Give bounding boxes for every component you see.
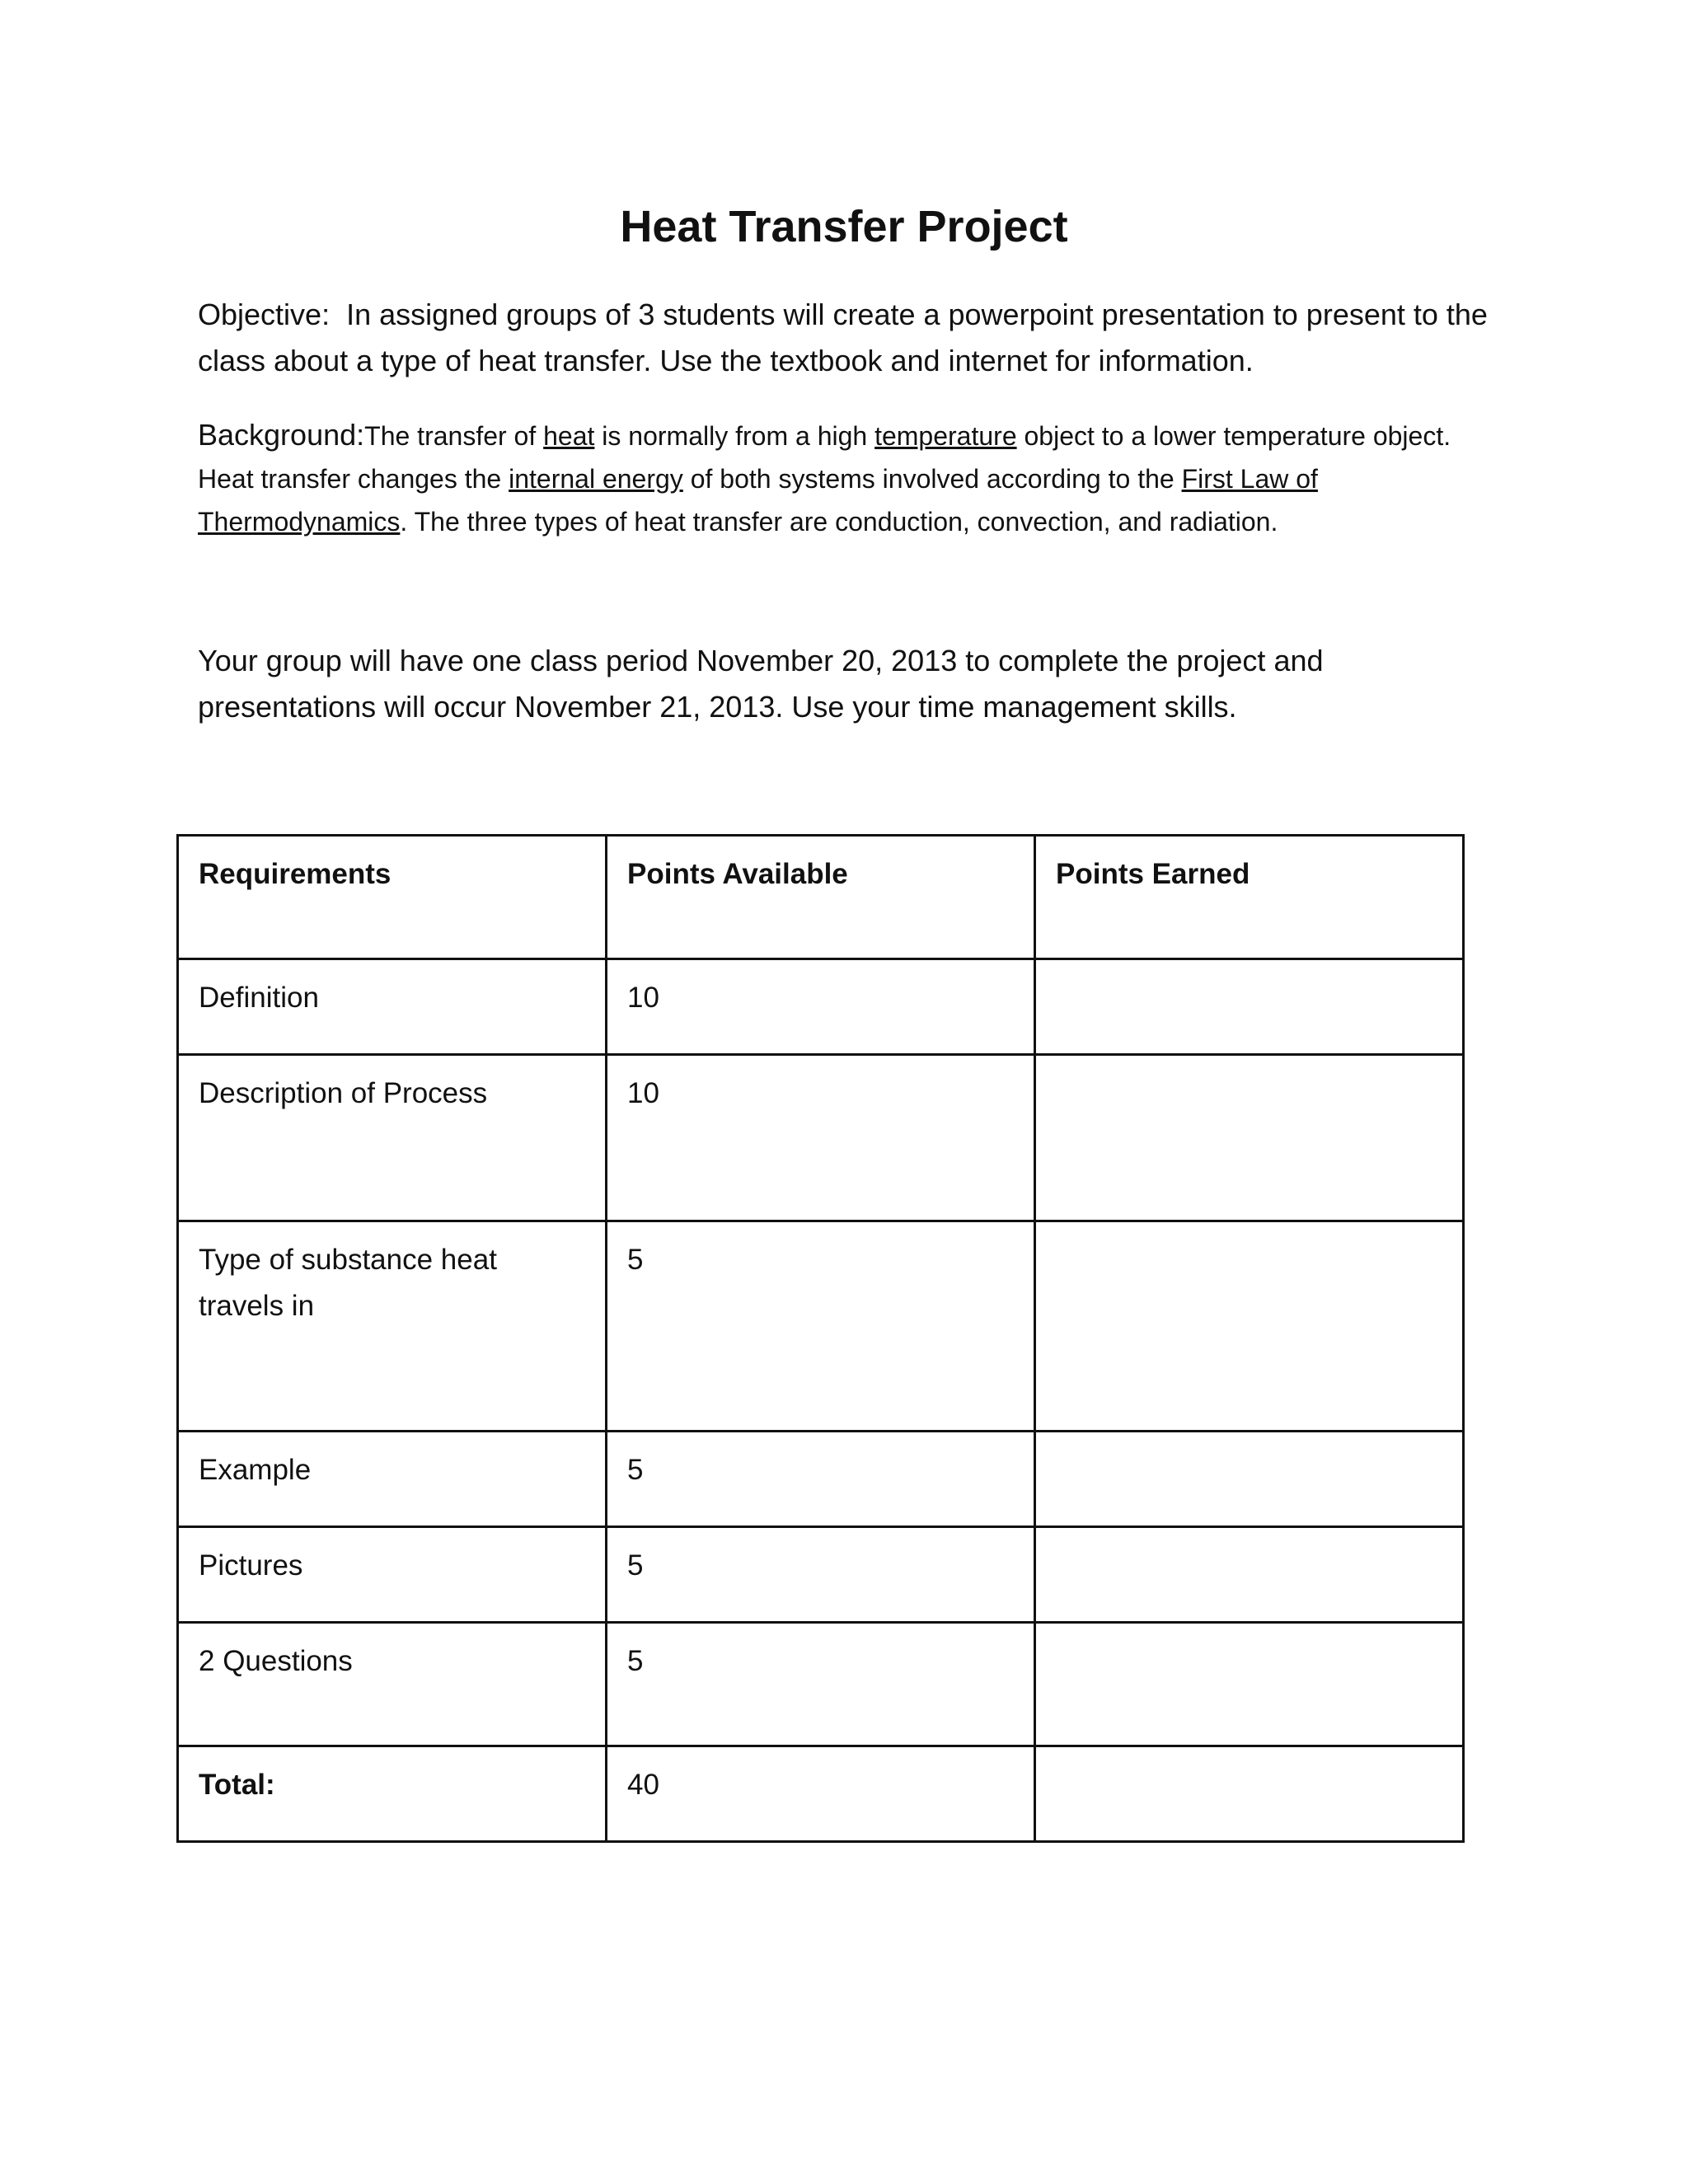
- requirement-cell: Type of substance heat travels in: [178, 1221, 607, 1432]
- requirement-cell: Description of Process: [178, 1055, 607, 1221]
- requirement-cell: Example: [178, 1432, 607, 1527]
- table-row: [178, 1527, 1464, 1623]
- background-text-1: The transfer of: [364, 421, 544, 451]
- points-earned-cell[interactable]: [1035, 1055, 1464, 1221]
- objective-text: In assigned groups of 3 students will create a powerpoint presentation to present to the class about a type of heat transfer. Use the textbook and internet for information.: [198, 298, 1488, 377]
- schedule-paragraph: Your group will have one class period November 20, 2013 to complete the project and presentations will occur November 21, 2013. Use your time management skills.: [198, 644, 1324, 724]
- points-earned-cell[interactable]: [1035, 1221, 1464, 1432]
- points-earned-header: Points Earned: [1035, 836, 1464, 959]
- total-label: Total:: [178, 1746, 607, 1842]
- background-paragraph: [198, 414, 1500, 543]
- rubric-table: [176, 834, 1465, 1843]
- points-earned-cell[interactable]: [1035, 959, 1464, 1055]
- total-earned-cell[interactable]: [1035, 1746, 1464, 1842]
- objective-paragraph: [198, 292, 1500, 384]
- table-row: [178, 1432, 1464, 1527]
- background-text-3: object to a lower temperature object. Heat transfer changes the: [198, 421, 1451, 494]
- background-text-2: is normally from a high: [594, 421, 875, 451]
- points-earned-cell[interactable]: [1035, 1623, 1464, 1746]
- points-available-cell: 5: [607, 1432, 1035, 1527]
- internal-energy-link[interactable]: internal energy: [509, 464, 683, 494]
- points-available-cell: 5: [607, 1527, 1035, 1623]
- table-row: [178, 1055, 1464, 1221]
- table-header-row: [178, 836, 1464, 959]
- requirement-cell: Pictures: [178, 1527, 607, 1623]
- total-points: 40: [607, 1746, 1035, 1842]
- table-row: [178, 1623, 1464, 1746]
- points-available-header: Points Available: [607, 836, 1035, 959]
- table-total-row: [178, 1746, 1464, 1842]
- requirement-cell: 2 Questions: [178, 1623, 607, 1746]
- page-title: Heat Transfer Project: [620, 202, 1068, 251]
- points-available-cell: 10: [607, 959, 1035, 1055]
- requirement-cell: Definition: [178, 959, 607, 1055]
- points-available-cell: 5: [607, 1221, 1035, 1432]
- heat-link[interactable]: heat: [543, 421, 595, 451]
- background-text-4: of both systems involved according to the: [682, 464, 1182, 494]
- first-law-link[interactable]: First Law of Thermodynamics: [198, 464, 1318, 537]
- points-available-cell: 10: [607, 1055, 1035, 1221]
- points-earned-cell[interactable]: [1035, 1527, 1464, 1623]
- table-row: [178, 959, 1464, 1055]
- objective-label: Objective:: [198, 298, 331, 331]
- background-label: Background:: [198, 418, 365, 452]
- temperature-link[interactable]: temperature: [874, 421, 1017, 451]
- table-row: [178, 1221, 1464, 1432]
- requirements-header: Requirements: [178, 836, 607, 959]
- points-earned-cell[interactable]: [1035, 1432, 1464, 1527]
- background-text-5: . The three types of heat transfer are conduction, convection, and radiation.: [400, 507, 1278, 537]
- points-available-cell: 5: [607, 1623, 1035, 1746]
